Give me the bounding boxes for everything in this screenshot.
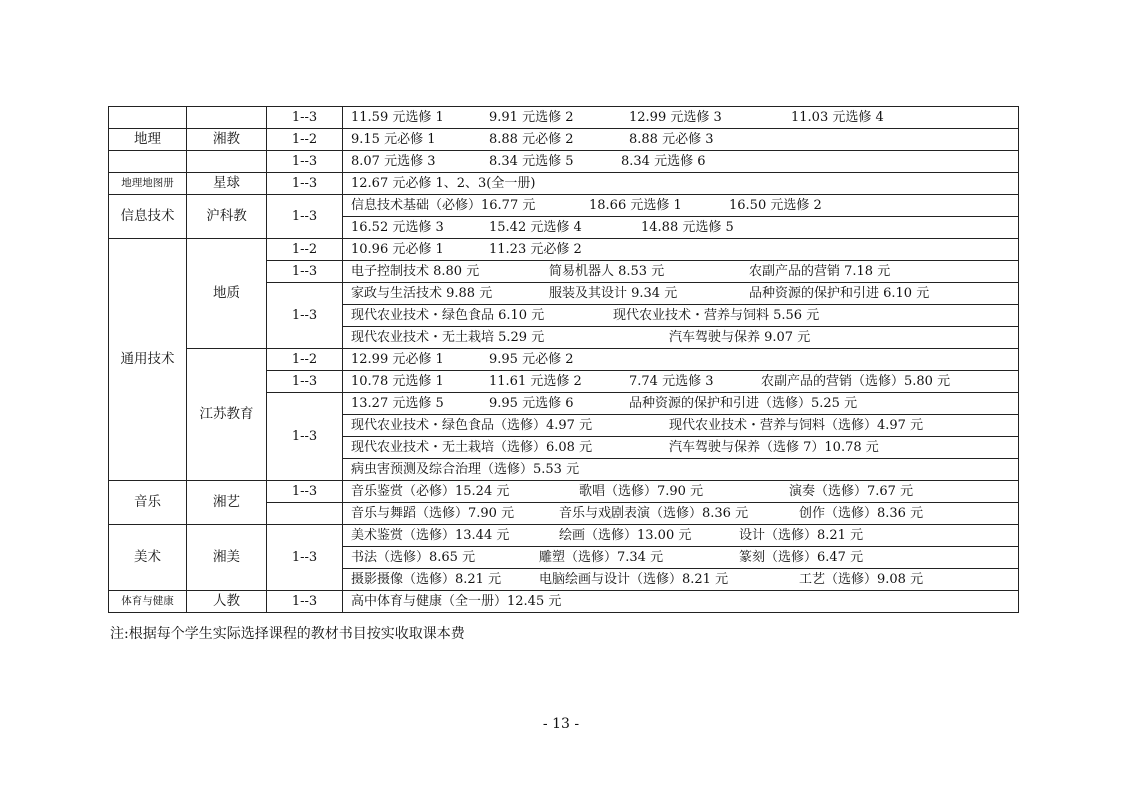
- footnote: 注:根据每个学生实际选择课程的教材书目按实收取课本费: [110, 626, 465, 642]
- book-price: 8.34 元选修 6: [621, 154, 706, 169]
- publisher-cell: 湘艺: [187, 481, 267, 525]
- table-row: [109, 151, 1019, 173]
- table-row: [109, 107, 1019, 129]
- details-cell: [343, 151, 1019, 173]
- subject-cell: 美术: [109, 525, 187, 591]
- details-cell: [343, 239, 1019, 261]
- grade-cell: 1--2: [267, 239, 343, 261]
- book-price: 音乐与舞蹈（选修）7.90 元: [351, 506, 515, 521]
- publisher-cell: 湘美: [187, 525, 267, 591]
- book-price: 10.78 元选修 1: [351, 374, 444, 389]
- details-cell: [343, 129, 1019, 151]
- details-cell: [343, 459, 1019, 481]
- book-price: 音乐鉴赏（必修）15.24 元: [351, 484, 510, 499]
- subject-cell: 地理: [109, 129, 187, 151]
- book-price: 9.95 元选修 6: [489, 396, 574, 411]
- book-price: 摄影摄像（选修）8.21 元: [351, 572, 502, 587]
- subject-cell-empty: [109, 151, 187, 173]
- book-price: 汽车驾驶与保养 9.07 元: [669, 330, 811, 345]
- details-cell: [343, 437, 1019, 459]
- book-price: 12.67 元必修 1、2、3(全一册): [351, 176, 536, 191]
- details-cell: [343, 349, 1019, 371]
- grade-cell: 1--3: [267, 283, 343, 349]
- book-price: 8.07 元选修 3: [351, 154, 436, 169]
- book-price: 现代农业技术・无土栽培（选修）6.08 元: [351, 440, 593, 455]
- grade-cell: 1--3: [267, 371, 343, 393]
- grade-cell: [267, 503, 343, 525]
- book-price: 设计（选修）8.21 元: [739, 528, 864, 543]
- book-price: 7.74 元选修 3: [629, 374, 714, 389]
- subject-cell: 信息技术: [109, 195, 187, 239]
- details-cell: [343, 107, 1019, 129]
- grade-cell: 1--2: [267, 129, 343, 151]
- book-price: 简易机器人 8.53 元: [549, 264, 665, 279]
- details-cell: [343, 525, 1019, 547]
- subject-cell: 体育与健康: [109, 591, 187, 613]
- book-price: 电子控制技术 8.80 元: [351, 264, 480, 279]
- book-price: 品种资源的保护和引进（选修）5.25 元: [629, 396, 858, 411]
- book-price: 现代农业技术・绿色食品 6.10 元: [351, 308, 545, 323]
- details-cell: [343, 327, 1019, 349]
- book-price: 汽车驾驶与保养（选修 7）10.78 元: [669, 440, 879, 455]
- details-cell: [343, 503, 1019, 525]
- details-cell: [343, 415, 1019, 437]
- grade-cell: 1--3: [267, 261, 343, 283]
- book-price: 9.91 元选修 2: [489, 110, 574, 125]
- book-price: 14.88 元选修 5: [641, 220, 734, 235]
- details-cell: [343, 393, 1019, 415]
- book-price: 10.96 元必修 1: [351, 242, 444, 257]
- book-price: 创作（选修）8.36 元: [799, 506, 924, 521]
- publisher-cell-empty: [187, 151, 267, 173]
- subject-cell-empty: [109, 107, 187, 129]
- book-price: 家政与生活技术 9.88 元: [351, 286, 493, 301]
- book-price: 工艺（选修）9.08 元: [799, 572, 924, 587]
- book-price: 8.88 元必修 2: [489, 132, 574, 147]
- details-cell: [343, 261, 1019, 283]
- publisher-cell-empty: [187, 107, 267, 129]
- subject-cell: 音乐: [109, 481, 187, 525]
- book-price: 农副产品的营销 7.18 元: [749, 264, 891, 279]
- book-price: 11.03 元选修 4: [791, 110, 884, 125]
- table-row: [109, 481, 1019, 503]
- book-price: 现代农业技术・绿色食品（选修）4.97 元: [351, 418, 593, 433]
- table-row: [109, 129, 1019, 151]
- book-price: 歌唱（选修）7.90 元: [579, 484, 704, 499]
- details-cell: [343, 283, 1019, 305]
- subject-cell: 地理地图册: [109, 173, 187, 195]
- book-price: 雕塑（选修）7.34 元: [539, 550, 664, 565]
- table-row: [109, 591, 1019, 613]
- book-price: 9.15 元必修 1: [351, 132, 436, 147]
- book-price: 12.99 元必修 1: [351, 352, 444, 367]
- table-row: [109, 239, 1019, 261]
- subject-cell: 通用技术: [109, 239, 187, 481]
- book-price: 16.52 元选修 3: [351, 220, 444, 235]
- book-price: 病虫害预测及综合治理（选修）5.53 元: [351, 462, 580, 477]
- publisher-cell: 人教: [187, 591, 267, 613]
- details-cell: [343, 195, 1019, 217]
- grade-cell: 1--3: [267, 591, 343, 613]
- book-price: 18.66 元选修 1: [589, 198, 682, 213]
- book-price: 现代农业技术・营养与饲料 5.56 元: [613, 308, 820, 323]
- grade-cell: 1--3: [267, 481, 343, 503]
- grade-cell: 1--3: [267, 393, 343, 481]
- grade-cell: 1--3: [267, 173, 343, 195]
- publisher-cell: 地质: [187, 239, 267, 349]
- book-price: 15.42 元选修 4: [489, 220, 582, 235]
- details-cell: [343, 305, 1019, 327]
- book-price: 书法（选修）8.65 元: [351, 550, 476, 565]
- book-price: 信息技术基础（必修）16.77 元: [351, 198, 536, 213]
- book-price: 农副产品的营销（选修）5.80 元: [761, 374, 951, 389]
- book-price: 11.61 元选修 2: [489, 374, 582, 389]
- book-price: 高中体育与健康（全一册）12.45 元: [351, 594, 562, 609]
- book-price: 11.23 元必修 2: [489, 242, 582, 257]
- book-price: 8.34 元选修 5: [489, 154, 574, 169]
- details-cell: [343, 591, 1019, 613]
- details-cell: [343, 217, 1019, 239]
- table-row: [109, 195, 1019, 217]
- publisher-cell: 江苏教育: [187, 349, 267, 481]
- details-cell: [343, 371, 1019, 393]
- details-cell: [343, 173, 1019, 195]
- book-price: 美术鉴赏（选修）13.44 元: [351, 528, 510, 543]
- page-number: - 13 -: [542, 716, 580, 732]
- textbook-fee-table: [108, 106, 1019, 613]
- details-cell: [343, 569, 1019, 591]
- book-price: 服装及其设计 9.34 元: [549, 286, 678, 301]
- table-row: [109, 349, 1019, 371]
- publisher-cell: 沪科教: [187, 195, 267, 239]
- book-price: 演奏（选修）7.67 元: [789, 484, 914, 499]
- book-price: 11.59 元选修 1: [351, 110, 444, 125]
- table-row: [109, 525, 1019, 547]
- book-price: 现代农业技术・无土栽培 5.29 元: [351, 330, 545, 345]
- book-price: 篆刻（选修）6.47 元: [739, 550, 864, 565]
- book-price: 绘画（选修）13.00 元: [559, 528, 692, 543]
- book-price: 现代农业技术・营养与饲料（选修）4.97 元: [669, 418, 924, 433]
- book-price: 13.27 元选修 5: [351, 396, 444, 411]
- book-price: 电脑绘画与设计（选修）8.21 元: [539, 572, 729, 587]
- grade-cell: 1--3: [267, 151, 343, 173]
- book-price: 品种资源的保护和引进 6.10 元: [749, 286, 930, 301]
- grade-cell: 1--2: [267, 349, 343, 371]
- book-price: 8.88 元必修 3: [629, 132, 714, 147]
- publisher-cell: 湘教: [187, 129, 267, 151]
- book-price: 16.50 元选修 2: [729, 198, 822, 213]
- details-cell: [343, 547, 1019, 569]
- details-cell: [343, 481, 1019, 503]
- table-row: [109, 173, 1019, 195]
- book-price: 音乐与戏剧表演（选修）8.36 元: [559, 506, 749, 521]
- grade-cell: 1--3: [267, 107, 343, 129]
- book-price: 12.99 元选修 3: [629, 110, 722, 125]
- book-price: 9.95 元必修 2: [489, 352, 574, 367]
- grade-cell: 1--3: [267, 525, 343, 591]
- publisher-cell: 星球: [187, 173, 267, 195]
- grade-cell: 1--3: [267, 195, 343, 239]
